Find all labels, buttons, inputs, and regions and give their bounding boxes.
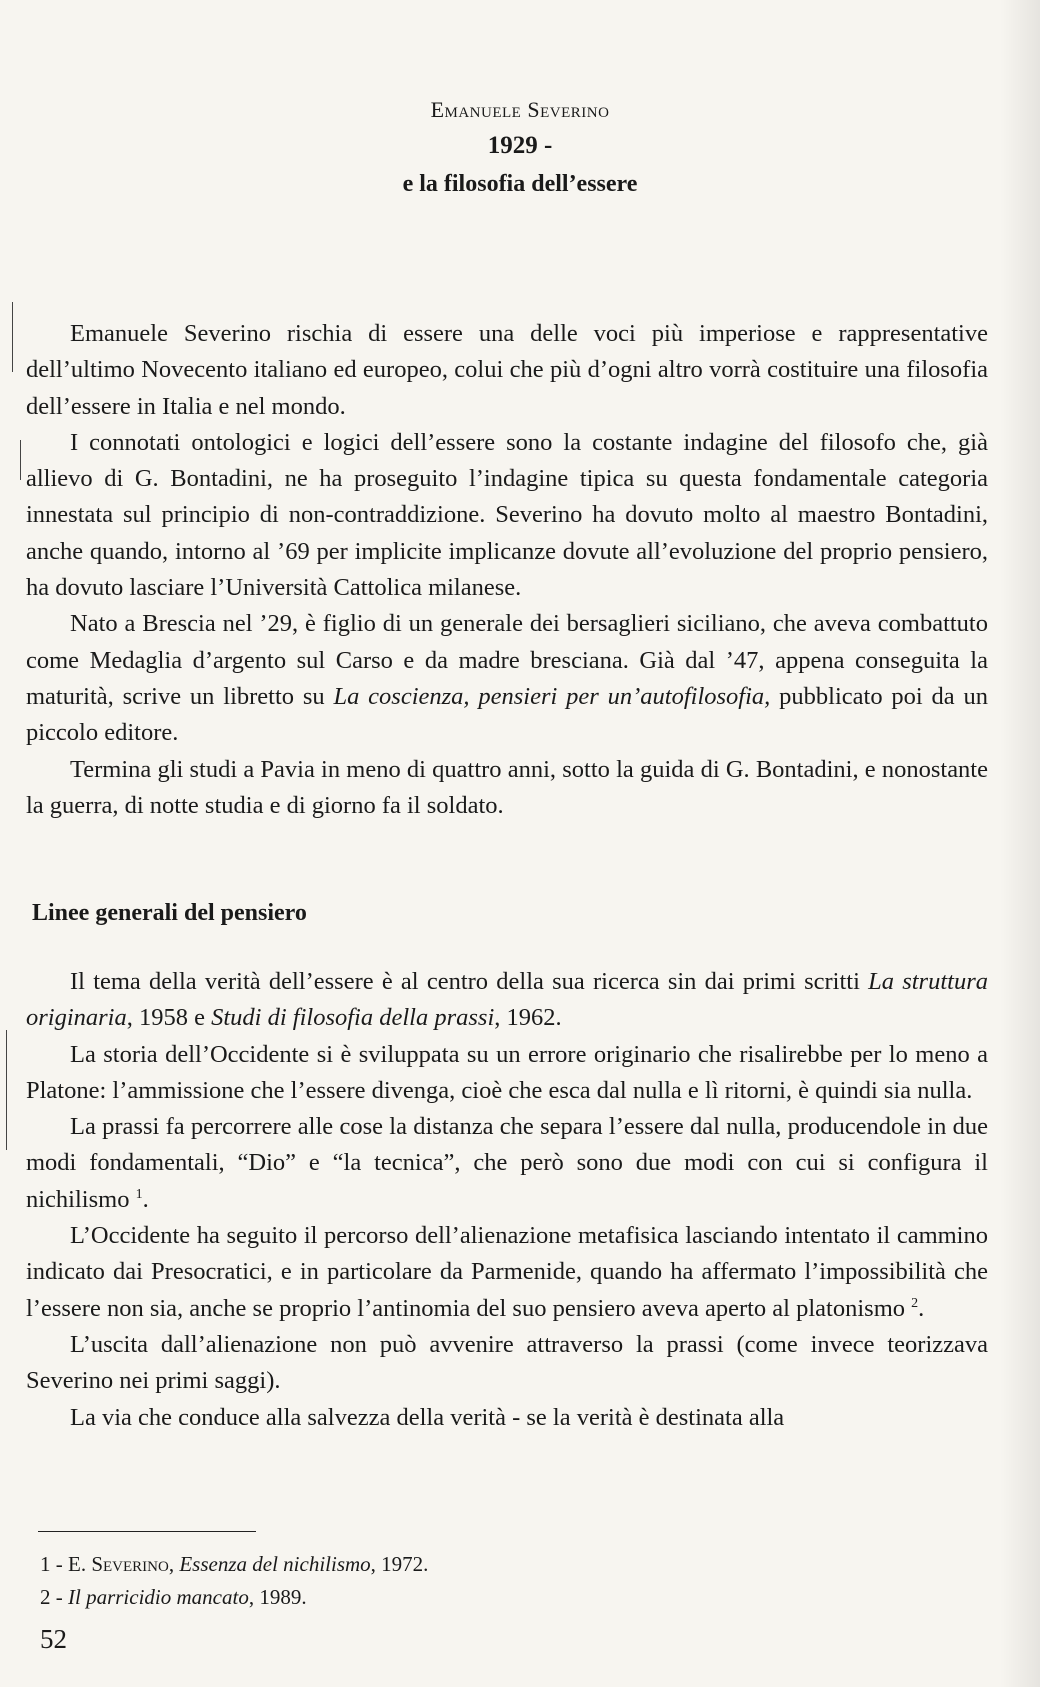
footnote-title: Essenza del nichilismo [179, 1552, 371, 1576]
text-span: pubblicato poi da un piccolo editore. [26, 682, 988, 747]
footnote-year: , 1972. [370, 1552, 429, 1576]
text-span: Il tema della verità dell’essere è al centro della sua ricerca sin dai primi scritti [70, 968, 869, 995]
paragraph: I connotati ontologici e logici dell’essere sono la costante indagine del filosofo che, già allievo di G. Bontadini, ne ha proseguito l’indagine tipica su questa fondamentale categoria innestata sul principio di non-contraddizione. Severino ha dovuto molto al maestro Bontadini, anche quando, intorno al ’69 per implicite implicanze dovute all’evoluzione del proprio pensiero, ha dovuto lasciare l’Università Cattolica milanese. [26, 428, 988, 602]
footnote-author: E. Severino, [68, 1552, 175, 1576]
page-number: 52 [40, 1624, 67, 1654]
paragraph [26, 606, 988, 751]
margin-pencil-mark [12, 302, 13, 372]
footnote-year: , 1989. [248, 1585, 307, 1609]
paragraph [26, 964, 988, 1037]
chapter-title [0, 93, 1040, 203]
text-span: Nato a Brescia nel ’29, è figlio di un generale dei bersaglieri siciliano, che aveva combattuto come Medaglia d’argento sul Carso e da madre bresciana. Già dal ’47, appena conseguita la maturità, scrive un libretto su [26, 610, 988, 710]
paragraph: La storia dell’Occidente si è sviluppata su un errore originario che risalirebbe per lo meno a Platone: l’ammissione che l’essere divenga, cioè che esca dal nulla e lì ritorni, è quindi sia nulla. [26, 1040, 988, 1104]
text-span: , 1962. [494, 1004, 562, 1032]
paragraph: La via che conduce alla salvezza della verità - se la verità è destinata alla [70, 1403, 785, 1431]
footnote-2 [40, 1581, 428, 1614]
page-gutter-shadow [1000, 0, 1040, 1687]
text-span: . [142, 1185, 149, 1213]
footnote-marker: 1 - [40, 1552, 63, 1576]
paragraph: Emanuele Severino rischia di essere una delle voci più imperiose e rappresentative dell’ultimo Novecento italiano ed europeo, colui che più d’ogni altro vorrà costituire una filosofia dell’essere in Italia e nel mondo. [26, 320, 988, 420]
paragraph: Termina gli studi a Pavia in meno di quattro anni, sotto la guida di G. Bontadini, e nonostante la guerra, di notte studia e di giorno fa il soldato. [26, 755, 988, 819]
paragraph [26, 1109, 988, 1218]
chapter-year: 1929 - [487, 132, 553, 159]
section-text [26, 964, 988, 1436]
footnote-marker: 2 - [40, 1585, 63, 1609]
text-span: , 1958 e [126, 1004, 212, 1032]
text-span: L’Occidente ha seguito il percorso dell’alienazione metafisica lasciando intentato il cammino indicato dai Presocratici, e in particolare da Parmenide, quando ha affermato l’impossibilità che l’essere non sia, anche se proprio l’antinomia del suo pensiero aveva aperto al platonismo [26, 1222, 988, 1322]
paragraph [26, 1218, 988, 1327]
footnote-1 [40, 1548, 428, 1581]
footnote-divider [38, 1531, 256, 1532]
footnote-ref: 1 [135, 1186, 143, 1202]
chapter-subtitle: e la filosofia dell’essere [402, 171, 638, 197]
margin-pencil-mark [6, 1030, 7, 1150]
intro-text [26, 316, 988, 824]
text-span: . [918, 1294, 925, 1322]
footnote-ref: 2 [911, 1295, 919, 1311]
footnote-title: Il parricidio mancato [68, 1585, 249, 1609]
chapter-author: Emanuele Severino [430, 97, 610, 122]
paragraph: L’uscita dall’alienazione non può avvenire attraverso la prassi (come invece teorizzava Severino nei primi saggi). [26, 1330, 988, 1395]
book-title: Studi di filosofia della prassi [211, 1004, 495, 1032]
section-heading: Linee generali del pensiero [32, 900, 307, 926]
book-title: La struttura originaria [26, 968, 988, 1032]
margin-pencil-mark [20, 440, 21, 480]
book-title: La coscienza, pensieri per un’autofilosofia, [333, 682, 771, 710]
footnotes [40, 1548, 428, 1614]
text-span: La prassi fa percorrere alle cose la distanza che separa l’essere dal nulla, producendole in due modi fondamentali, “Dio” e “la tecnica”, che però sono due modi con cui si configura il nichilismo [26, 1113, 988, 1213]
